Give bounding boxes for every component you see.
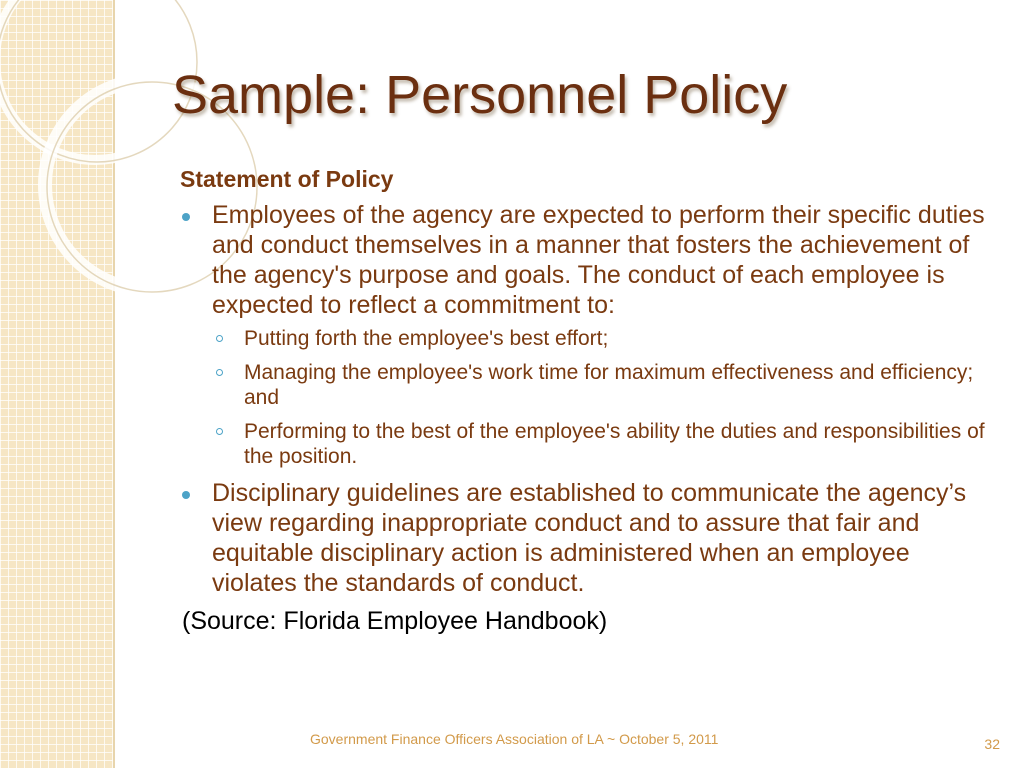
ring-bullet-icon — [216, 428, 223, 435]
bullet-list — [180, 200, 990, 598]
sub-bullet-item — [212, 419, 990, 469]
slide-body — [180, 164, 990, 636]
source-citation: (Source: Florida Employee Handbook) — [182, 607, 608, 635]
bullet-dot-icon — [182, 491, 190, 499]
sub-bullet-list — [212, 326, 990, 469]
sub-bullet-text: Performing to the best of the employee's ability the duties and responsibilities of the position. — [244, 420, 985, 468]
footer-text: Government Finance Officers Association of LA ~ October 5, 2011 — [310, 731, 719, 747]
ring-bullet-icon — [216, 369, 223, 376]
bullet-text: Employees of the agency are expected to perform their specific duties and conduct themselves in a manner that fosters the achievement of the agency's purpose and goals. The conduct of each employee is expected to reflect a commitment to: — [212, 201, 985, 319]
page-number: 32 — [984, 736, 1000, 752]
section-heading: Statement of Policy — [180, 166, 394, 192]
sub-bullet-text: Putting forth the employee's best effort; — [244, 327, 609, 350]
ring-bullet-icon — [216, 335, 223, 342]
bullet-item — [180, 478, 990, 598]
bullet-item — [180, 200, 990, 469]
sub-bullet-item — [212, 360, 990, 410]
bullet-text: Disciplinary guidelines are established to communicate the agency’s view regarding inappropriate conduct and to assure that fair and equitable disciplinary action is administered when an employee violates the standards of conduct. — [212, 479, 967, 597]
bullet-dot-icon — [182, 213, 190, 221]
sub-bullet-text: Managing the employee's work time for maximum effectiveness and efficiency; and — [244, 361, 974, 409]
sub-bullet-item — [212, 326, 990, 351]
slide-title: Sample: Personnel Policy — [172, 65, 788, 125]
